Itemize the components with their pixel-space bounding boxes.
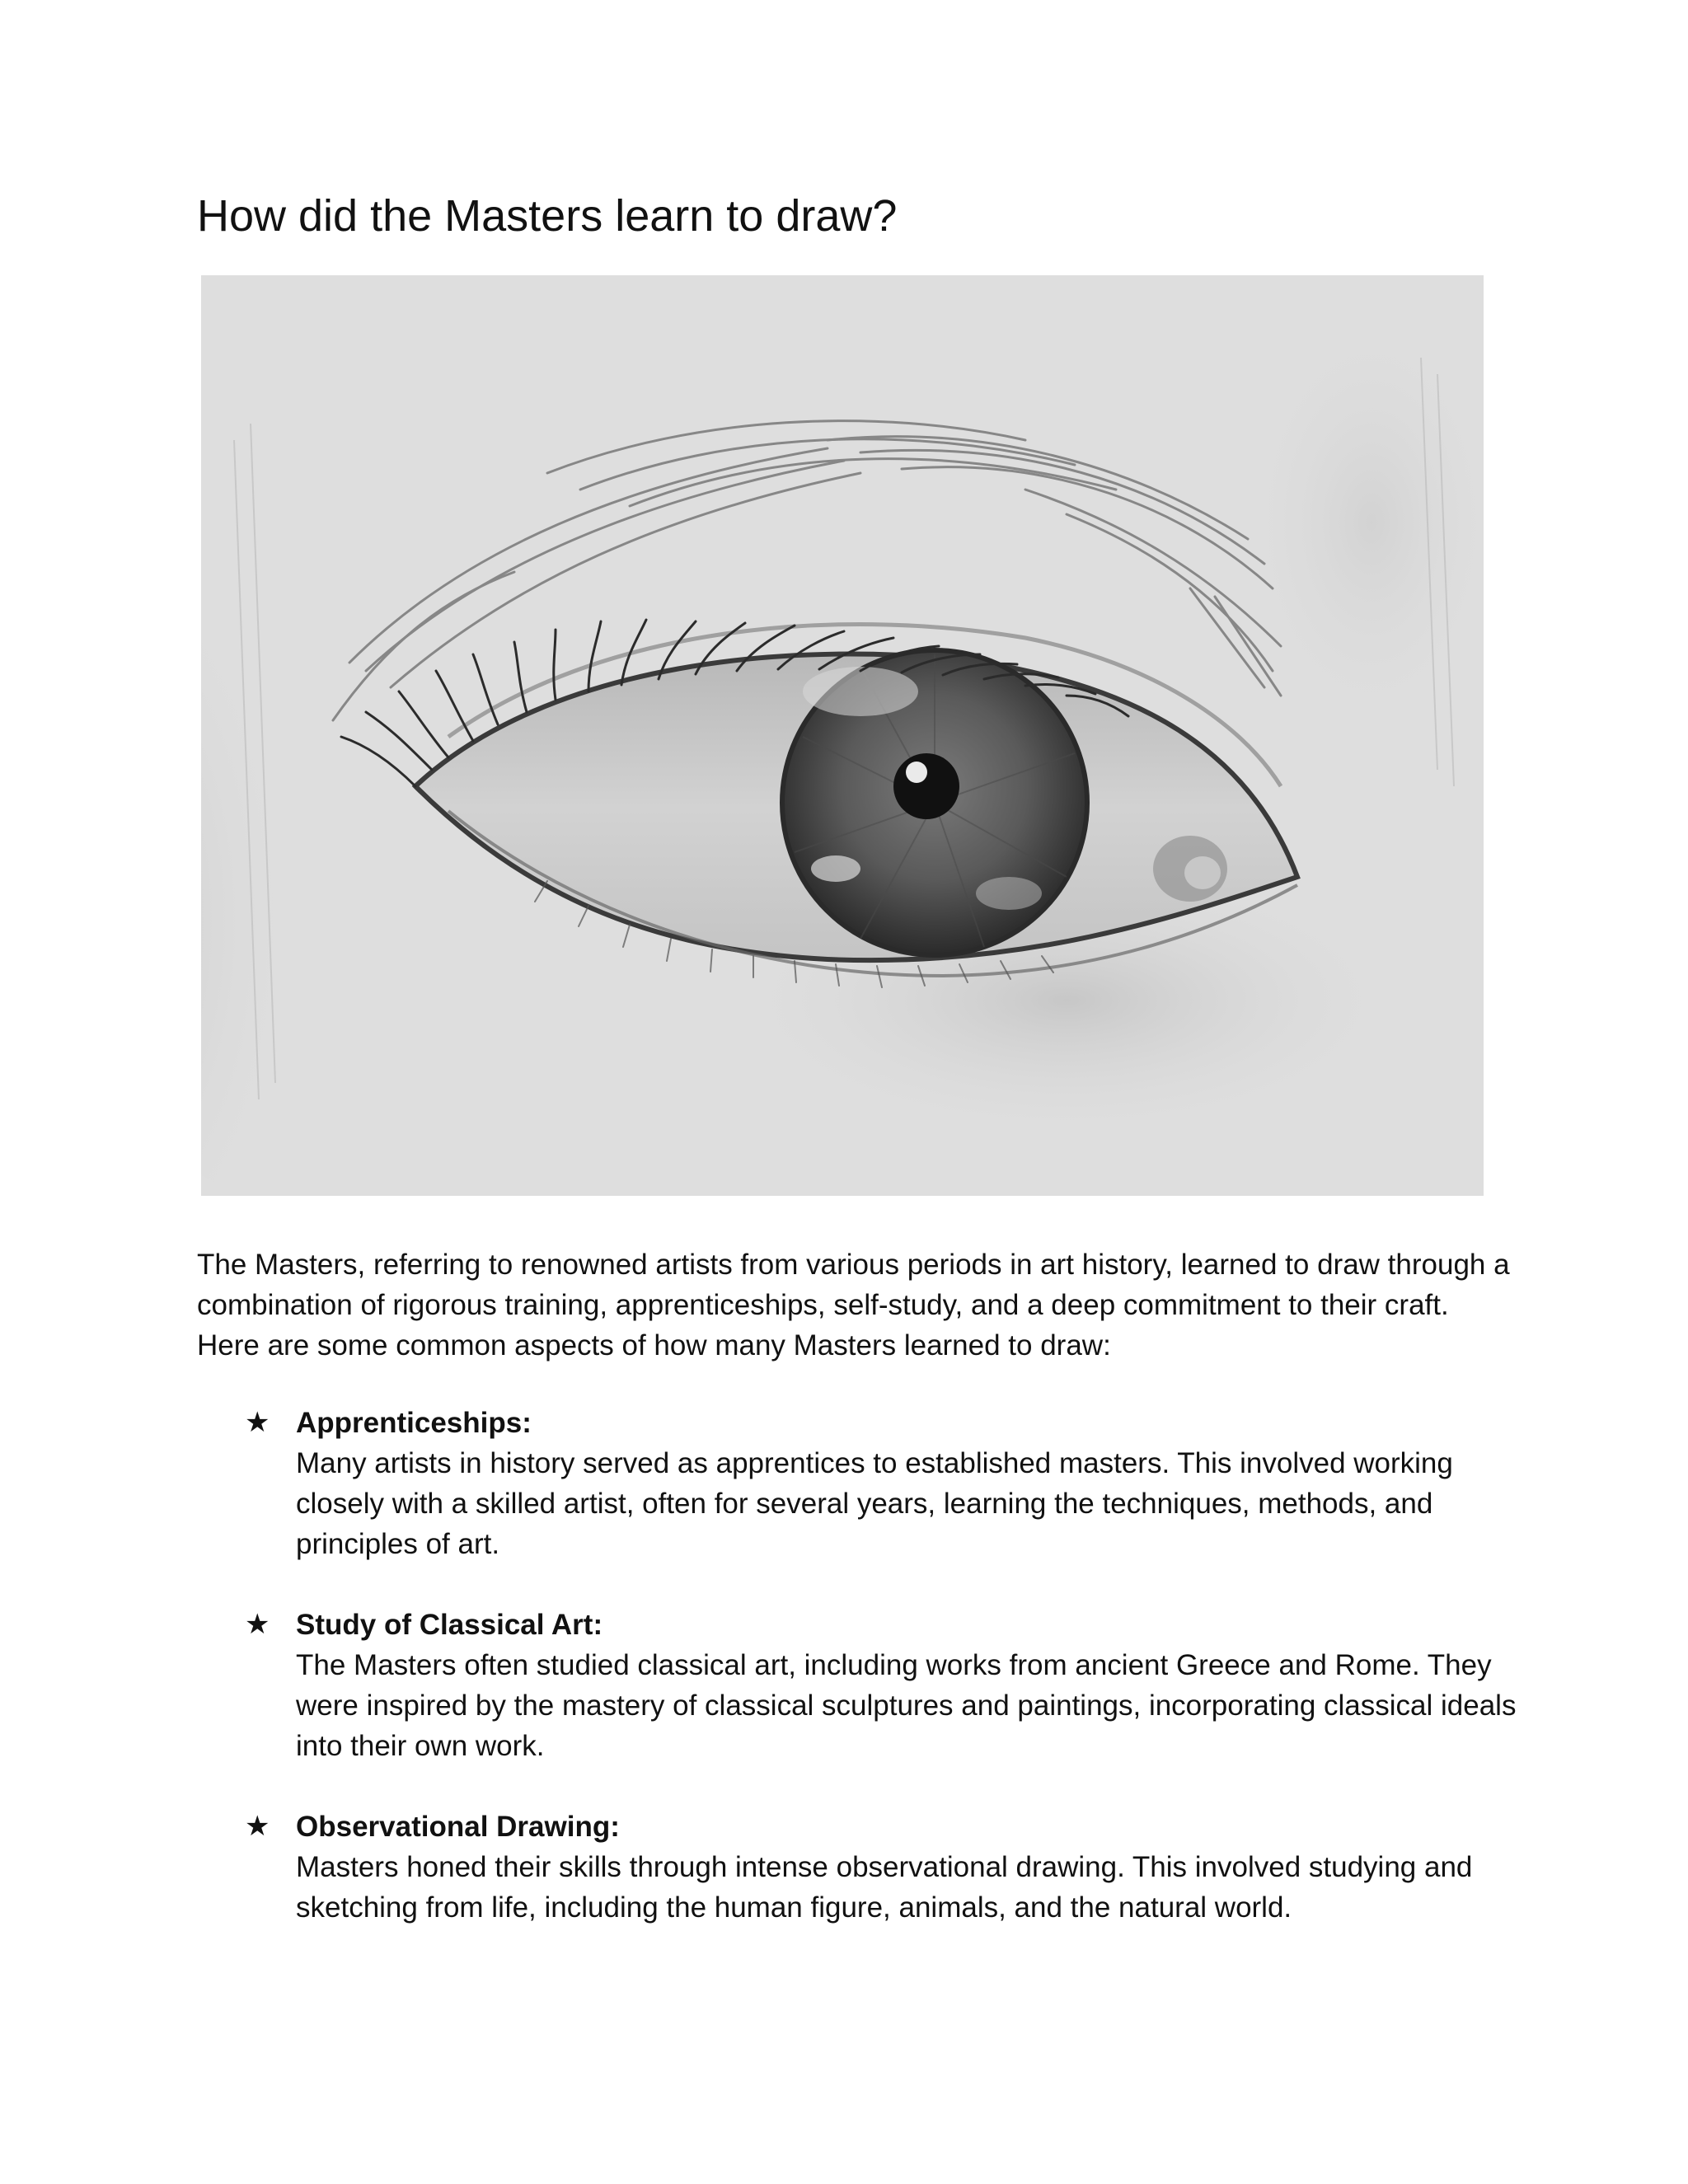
eye-drawing-icon	[201, 275, 1484, 1196]
bullet-text: Many artists in history served as apprentices to established masters. This involved working closely with a skilled artist, often for several years, learning the techniques, methods, and principles of art.	[296, 1447, 1453, 1560]
bullet-text: The Masters often studied classical art, including works from ancient Greece and Rome. They were inspired by the mastery of classical sculptures and paintings, incorporating classical ideals into their own work.	[296, 1649, 1517, 1762]
list-item	[197, 1807, 1532, 1928]
bullet-heading: Apprenticeships:	[296, 1407, 532, 1439]
eye-sketch-image	[201, 275, 1484, 1196]
list-item	[197, 1605, 1532, 1766]
bullet-list	[197, 1403, 1532, 1968]
page-title: How did the Masters learn to draw?	[197, 191, 898, 241]
intro-paragraph: The Masters, referring to renowned artists from various periods in art history, learned to draw through a combination of rigorous training, apprenticeships, self-study, and a deep commitment to their craft. Here are some common aspects of how many Masters learned to draw:	[197, 1249, 1510, 1361]
star-icon: ★	[245, 1608, 270, 1641]
bullet-text: Masters honed their skills through intense observational drawing. This involved studying and sketching from life, including the human figure, animals, and the natural world.	[296, 1851, 1473, 1924]
star-icon: ★	[245, 1810, 270, 1843]
star-icon: ★	[245, 1406, 270, 1439]
bullet-heading: Study of Classical Art:	[296, 1609, 603, 1641]
list-item	[197, 1403, 1532, 1564]
bullet-heading: Observational Drawing:	[296, 1811, 620, 1843]
